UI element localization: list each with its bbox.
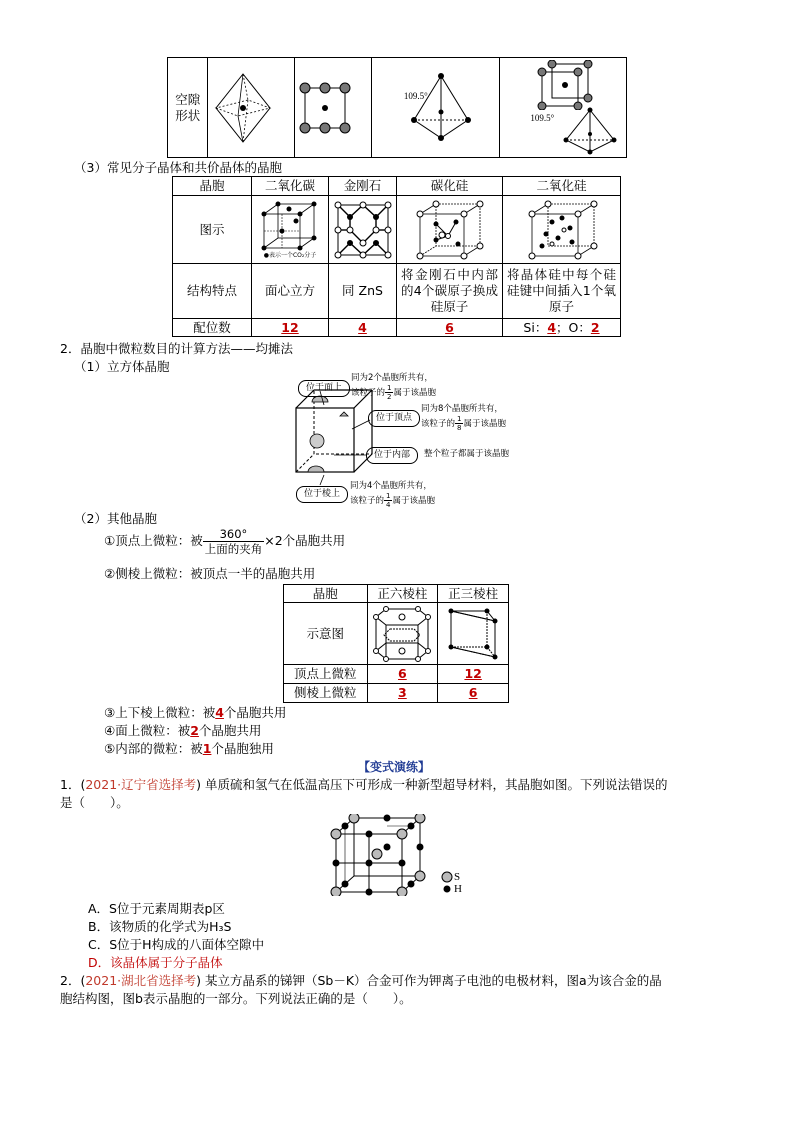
co2-caption: ●表示一个CO₂分子: [263, 251, 317, 259]
question-number: 1．(: [60, 777, 86, 792]
note-text: 同为4个晶胞所共有，: [350, 481, 432, 491]
bubble-edge: 位于棱上: [296, 486, 348, 503]
struct-cell: 将金刚石中内部的4个碳原子换成硅原子: [397, 264, 503, 319]
struct-cell: 面心立方: [252, 264, 329, 319]
frac-num: 1: [457, 415, 462, 423]
question-source: 2021·辽宁省选择考: [85, 777, 197, 792]
section-heading: 2．晶胞中微粒数目的计算方法——均摊法: [60, 341, 293, 356]
question-text: 是（ ）。: [60, 795, 129, 810]
table-header: 二氧化碳: [252, 177, 329, 196]
row-label: 图示: [173, 196, 252, 264]
angle-label: 109.5°: [530, 113, 555, 123]
row-label: 结构特点: [173, 264, 252, 319]
note-text: 属于该晶胞: [393, 388, 436, 398]
row-label: 侧棱上微粒: [284, 684, 368, 703]
crystal-cell-table: [172, 176, 621, 337]
row-label: 示意图: [284, 603, 368, 665]
prism-cell-table: [283, 584, 509, 703]
frac-den: 2: [387, 393, 392, 401]
row-label: 顶点上微粒: [284, 665, 368, 684]
cube-void-diagram: [295, 78, 355, 138]
table-header: 碳化硅: [397, 177, 503, 196]
table-header: 晶胞: [284, 585, 368, 603]
coord-value: 6: [445, 319, 454, 335]
coord-value: 12: [281, 319, 299, 335]
note-text: 该粒子的: [350, 496, 385, 506]
angle-label: 109.5°: [403, 91, 428, 101]
coord-value: 2: [590, 319, 600, 335]
section-heading: （3）常见分子晶体和共价晶体的晶胞: [74, 160, 282, 175]
frac-den: 4: [386, 501, 391, 509]
answer-value: 1: [202, 741, 212, 756]
frac-num: 1: [387, 384, 392, 392]
bubble-inside: 位于内部: [366, 447, 418, 464]
answer-value: 3: [398, 685, 407, 700]
struct-cell: 将晶体硅中每个硅硅键中间插入1个氧原子: [503, 264, 621, 319]
bubble-vertex: 位于顶点: [368, 410, 420, 427]
tetrahedral-void-diagram: [403, 68, 476, 148]
table-header: 正三棱柱: [438, 585, 509, 603]
item-text: ②侧棱上微粒：被顶点一半的晶胞共用: [104, 566, 316, 581]
hexagonal-prism-diagram: [372, 605, 432, 663]
row-label: 配位数: [173, 319, 252, 337]
note-text: 该粒子的: [421, 419, 456, 429]
void-shape-table: [167, 57, 627, 158]
note-text: 该粒子的: [351, 388, 386, 398]
item-text: 个晶胞共用: [223, 705, 287, 720]
legend-label: H: [454, 883, 462, 895]
h3s-cell-diagram: [330, 814, 430, 896]
question-text: 胞结构图，图b表示晶胞的一部分。下列说法正确的是（ ）。: [60, 991, 412, 1006]
answer-value: 6: [468, 685, 478, 700]
item-text: 个晶胞共用: [198, 723, 262, 738]
coord-value: 4: [547, 319, 557, 335]
coord-value: 4: [358, 319, 367, 335]
tetrahedron-diagram: [560, 106, 620, 156]
legend-label: S: [454, 871, 461, 883]
frac-den: 8: [457, 424, 462, 432]
question-source: 2021·湖北省选择考: [85, 973, 197, 988]
option-b: B．该物质的化学式为H₃S: [88, 919, 232, 934]
frac-den: 上面的夹角: [204, 542, 263, 556]
table-header: 二氧化硅: [503, 177, 621, 196]
option-a: A．S位于元素周期表p区: [88, 901, 225, 916]
co2-cell-diagram: [258, 200, 322, 252]
answer-value: 2: [190, 723, 199, 738]
item-text: ④面上微粒：被: [104, 723, 191, 738]
octahedral-void-diagram: [208, 68, 278, 148]
s-legend-icon: [441, 871, 453, 883]
sic-cell-diagram: [412, 200, 488, 260]
question-number: 2．(: [60, 973, 86, 988]
h-legend-icon: [442, 884, 452, 894]
answer-value: 4: [215, 705, 224, 720]
sio2-cell-diagram: [522, 200, 602, 260]
note-text: 整个粒子都属于该晶胞: [424, 449, 510, 459]
practice-heading: 【变式演练】: [358, 760, 431, 774]
void-shape-label: 空隙 形状: [168, 58, 208, 158]
item-text: ③上下棱上微粒：被: [104, 705, 216, 720]
option-c: C．S位于H构成的八面体空隙中: [88, 937, 265, 952]
item-text: ×2个晶胞共用: [264, 533, 346, 548]
note-text: 同为8个晶胞所共有，: [421, 404, 503, 414]
frac-num: 1: [386, 492, 391, 500]
item-text: ①顶点上微粒：被: [104, 533, 203, 548]
table-header: 晶胞: [173, 177, 252, 196]
item-text: ⑤内部的微粒：被: [104, 741, 203, 756]
note-text: 同为2个晶胞所共有，: [351, 373, 433, 383]
cube-lattice-diagram: [534, 60, 594, 110]
bubble-face: 位于面上: [298, 380, 350, 397]
option-d: D．该晶体属于分子晶体: [88, 955, 223, 970]
question-text: ) 单质硫和氢气在低温高压下可形成一种新型超导材料，其晶胞如图。下列说法错误的: [196, 777, 668, 792]
sub-heading: （2）其他晶胞: [74, 511, 157, 526]
triangular-prism-diagram: [445, 605, 501, 663]
sub-heading: （1）立方体晶胞: [74, 359, 170, 374]
diamond-cell-diagram: [334, 201, 392, 259]
struct-cell: 同 ZnS: [329, 264, 397, 319]
note-text: 属于该晶胞: [463, 419, 506, 429]
frac-num: 360°: [203, 527, 265, 542]
item-text: 个晶胞独用: [211, 741, 274, 756]
answer-value: 6: [398, 666, 407, 681]
table-header: 金刚石: [329, 177, 397, 196]
question-text: ) 某立方晶系的锑钾（Sb－K）合金可作为钾离子电池的电极材料，图a为该合金的晶: [196, 973, 662, 988]
note-text: 属于该晶胞: [392, 496, 435, 506]
table-header: 正六棱柱: [367, 585, 438, 603]
coord-label: ；O：: [556, 319, 591, 335]
answer-value: 12: [464, 666, 482, 681]
coord-label: Si：: [523, 319, 548, 335]
